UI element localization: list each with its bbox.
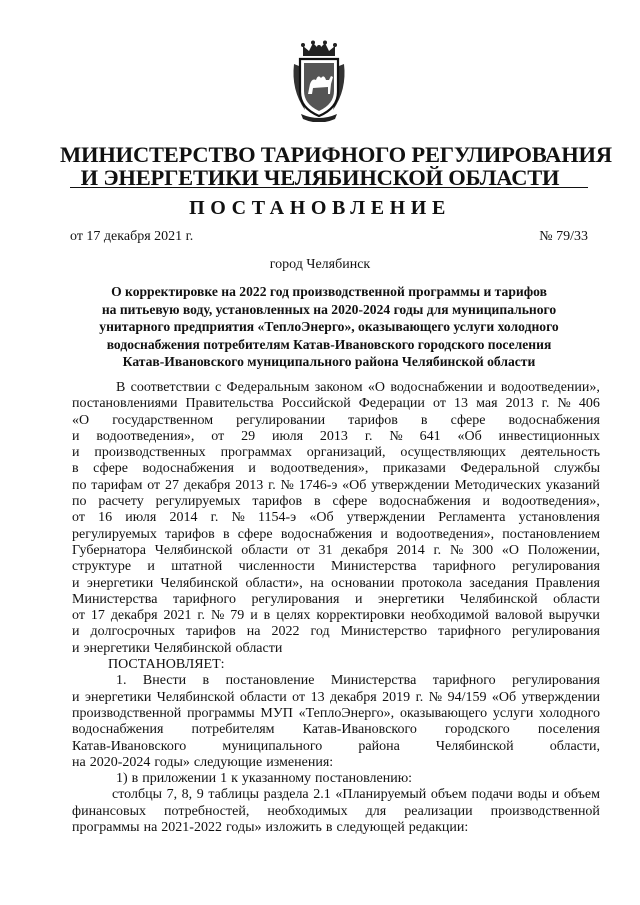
body-word: декабря (330, 689, 377, 705)
body-word: от (296, 542, 310, 558)
body-word: области», (245, 575, 303, 591)
body-word: редакции: (408, 820, 469, 836)
body-word: энергетики (83, 640, 150, 656)
body-word: 16 (98, 510, 113, 526)
body-word: мая (476, 396, 498, 412)
body-word: г. (268, 477, 276, 493)
body-word: 79 (230, 608, 245, 624)
body-word: и (72, 624, 80, 640)
body-word: г. (415, 689, 424, 705)
body-word: в (313, 494, 321, 510)
body-word: энергетики (377, 591, 445, 607)
body-word: г. (210, 510, 219, 526)
body-word: 1) (116, 771, 128, 787)
body-word: г. (433, 542, 442, 558)
body-word: Регламента (438, 510, 506, 526)
body-word: в (72, 461, 79, 477)
body-line (72, 527, 600, 543)
body-line (72, 739, 600, 755)
ministry-name (60, 142, 612, 190)
body-word: ПОСТАНОВЛЯЕТ: (108, 657, 225, 673)
body-word: целях (276, 608, 311, 624)
body-word: регулируемых (72, 526, 157, 542)
body-word: Челябинской (153, 640, 232, 656)
body-word: столбцы (112, 787, 162, 803)
body-word: службы (553, 461, 600, 477)
body-line (72, 804, 600, 820)
body-word: раздела (263, 787, 309, 803)
body-word: г. (364, 428, 373, 444)
body-word: от (72, 608, 85, 624)
body-word: декабря (183, 477, 231, 493)
body-word: 31 (318, 542, 333, 558)
body-word: и (72, 640, 80, 656)
body-word: приложении (142, 771, 217, 787)
body-word: объем (563, 787, 600, 803)
body-word: приказами (382, 461, 446, 477)
body-word: производственной (72, 705, 182, 721)
body-word: тарифного (432, 559, 496, 575)
body-word: 27 (164, 477, 179, 493)
body-word: № (280, 477, 294, 493)
body-word: заседания (469, 575, 529, 591)
body-word: муниципального (222, 738, 323, 754)
body-word: Правительства (185, 396, 274, 412)
body-line (72, 396, 600, 412)
body-word: подачи (471, 787, 513, 803)
body-word: и (482, 494, 491, 510)
body-line (72, 690, 600, 706)
body-word: МУП (260, 705, 293, 721)
body-word: утверждении (346, 510, 426, 526)
body-word: и (551, 787, 560, 803)
title-line: Катав-Ивановского муниципального района Челябинской области (122, 354, 536, 369)
body-word: тарифного (173, 591, 236, 607)
body-word: программах (220, 445, 292, 461)
body-line (72, 787, 600, 803)
body-word: области, (549, 738, 600, 754)
body-word: 406 (578, 396, 600, 412)
body-word: 300 (472, 542, 494, 558)
body-word: потребностей, (164, 803, 250, 819)
body-word: постановлениями (72, 396, 178, 412)
body-word: г. (197, 608, 206, 624)
body-line (72, 755, 600, 771)
body-word: области (235, 640, 283, 656)
body-word: 2013 (235, 477, 264, 493)
body-word: Министерство (340, 624, 428, 640)
body-word: Внести (142, 673, 187, 689)
body-word: регулирования (512, 624, 600, 640)
body-word: в (131, 771, 139, 787)
body-word: регулировании (236, 412, 326, 428)
body-line (72, 559, 600, 575)
body-word: изложить (265, 820, 322, 836)
body-word: «Об (309, 510, 334, 526)
body-word: тарифам (91, 477, 143, 493)
body-word: В (116, 380, 126, 395)
body-word: и (72, 575, 80, 591)
body-word: указанному (241, 771, 312, 787)
document-type: ПОСТАНОВЛЕНИЕ (189, 197, 451, 219)
body-word: 17 (90, 608, 105, 624)
body-word: 7, (166, 787, 178, 803)
body-word: и (380, 526, 388, 542)
body-word: тарифного (438, 624, 501, 640)
body-word: «О (72, 412, 90, 428)
body-word: утверждении (371, 477, 450, 493)
body-word: водоснабжения (379, 494, 471, 510)
body-word: Челябинской (160, 575, 239, 591)
body-word: 2014 (396, 542, 425, 558)
body-line (72, 771, 600, 787)
body-word: водоснабжения (142, 461, 234, 477)
body-word: год (310, 624, 330, 640)
body-line (72, 478, 600, 494)
body-word: 1 (220, 771, 228, 787)
body-word: водоснабжения (280, 526, 373, 542)
body-line (72, 820, 600, 836)
body-word: 2.1 (313, 787, 331, 803)
body-word: структуре (72, 559, 132, 575)
body-word: водоснабжения (72, 722, 164, 738)
body-word: на (143, 820, 158, 836)
body-word: № (231, 510, 245, 526)
body-word: Челябинской (156, 689, 235, 705)
body-word: 2021 (163, 608, 192, 624)
body-word: реализации (404, 803, 473, 819)
body-word: «О (501, 542, 519, 558)
body-word: водоотведения», (270, 461, 369, 477)
body-word: сфере (237, 526, 273, 542)
body-word: организаций, (306, 445, 386, 461)
body-word: водоснабжения (508, 412, 600, 428)
body-line (72, 461, 600, 477)
title-line: на питьевую воду, установленных на 2020-2024 годы для муниципального (101, 301, 557, 317)
body-word: Челябинской (154, 542, 233, 558)
body-word: тарифов (252, 494, 303, 510)
body-word: в (222, 526, 230, 542)
body-word: водоснабжении (390, 380, 483, 395)
body-line (72, 510, 600, 526)
body-word: с (215, 380, 222, 395)
body-word: программы (72, 820, 140, 836)
body-word: декабря (341, 542, 388, 558)
body-word: регулирования (512, 559, 600, 575)
header-divider (70, 187, 588, 188)
body-word: штатной (171, 559, 223, 575)
body-word: законом (314, 380, 363, 395)
body-word: и (72, 689, 80, 705)
body-word: 2013 (505, 396, 534, 412)
body-word: № (557, 396, 571, 412)
document-body (72, 380, 600, 836)
body-word: и (250, 608, 258, 624)
body-word: и (354, 591, 363, 607)
body-word: Методических (454, 477, 542, 493)
body-word: Губернатора (72, 542, 147, 558)
body-word: постановлением (502, 526, 600, 542)
body-word: тарифов (348, 412, 398, 428)
body-word: области (553, 591, 600, 607)
body-word: установления (518, 510, 600, 526)
body-word: выручки (548, 608, 600, 624)
body-word: и (72, 428, 80, 444)
body-word: от (147, 477, 161, 493)
body-word: Федеральным (226, 380, 310, 395)
body-word: от (72, 510, 85, 526)
body-word: постановление (225, 673, 315, 689)
document-date: от 17 декабря 2021 г. (70, 229, 194, 244)
body-word: 2020-2024 (89, 754, 151, 770)
body-word: по (72, 494, 87, 510)
body-word: осуществляющих (400, 445, 507, 461)
body-word: июля (272, 428, 304, 444)
ministry-name-line1: МИНИСТЕРСТВО ТАРИФНОГО РЕГУЛИРОВАНИЯ (60, 142, 612, 167)
body-word: № (389, 428, 403, 444)
body-word: и (147, 559, 155, 575)
body-word: сфере (93, 461, 129, 477)
body-word: № (449, 542, 464, 558)
body-word: «О (367, 380, 386, 395)
body-line (72, 722, 600, 738)
body-line (72, 445, 600, 461)
body-word: сфере (332, 494, 368, 510)
body-word: 94/159 (447, 689, 487, 705)
body-word: долгосрочных (90, 624, 175, 640)
body-word: следующие (193, 754, 263, 770)
title-line: унитарного предприятия «ТеплоЭнерго», оказывающего услуги холодного (99, 319, 559, 334)
body-word: указаний (545, 477, 600, 493)
body-word: сфере (450, 412, 486, 428)
body-word: расчету (98, 494, 144, 510)
body-word: воды (517, 787, 548, 803)
body-word: регулируемых (155, 494, 241, 510)
body-line (72, 413, 600, 429)
body-word: на (310, 575, 324, 591)
body-word: Российской (281, 396, 351, 412)
body-word: и (488, 380, 496, 395)
body-word: следующей (336, 820, 405, 836)
body-line (72, 494, 600, 510)
body-word: регулирования (512, 673, 600, 689)
body-word: необходимой (410, 608, 490, 624)
body-word: к (231, 771, 238, 787)
body-word: постановлению: (315, 771, 413, 787)
body-word: июля (125, 510, 157, 526)
body-word: Катав-Ивановского (72, 738, 187, 754)
body-word: водоотведении», (500, 380, 600, 395)
body-word: в (420, 412, 428, 428)
body-word: производственных (94, 445, 206, 461)
body-word: потребителям (191, 722, 275, 738)
body-word: «Об (457, 428, 482, 444)
body-word: таблицы (208, 787, 260, 803)
body-word: в (263, 608, 271, 624)
body-word: «Об (342, 477, 367, 493)
body-word: тарифов (186, 624, 236, 640)
body-line (72, 706, 600, 722)
body-word: водоотведения», (501, 494, 600, 510)
body-word: валовой (494, 608, 543, 624)
body-word: 2022 (271, 624, 300, 640)
body-word: Челябинской (459, 591, 538, 607)
body-word: по (72, 477, 87, 493)
body-word: поселения (537, 722, 600, 738)
body-word: водоотведения», (396, 526, 495, 542)
body-word: для (365, 803, 387, 819)
body-word: деятельность (520, 445, 600, 461)
body-word: Положении, (527, 542, 600, 558)
body-word: 8, (181, 787, 193, 803)
body-word: 2019 (382, 689, 411, 705)
body-word: и (248, 461, 256, 477)
body-word: энергетики (86, 575, 154, 591)
body-word: необходимых (267, 803, 348, 819)
body-word: № (211, 608, 225, 624)
title-line: О корректировке на 2022 год производственной программы и тарифов (111, 284, 547, 299)
body-word: Челябинской (435, 738, 514, 754)
body-word: 1154-э (258, 510, 297, 526)
body-word: объем (430, 787, 467, 803)
body-word: тарифного (432, 673, 496, 689)
body-word: водоотведения», (96, 428, 195, 444)
body-word: 1746-э (298, 477, 338, 493)
body-word: от (292, 689, 306, 705)
title-line: водоснабжения потребителям Катав-Ивановского городского поселения (106, 336, 552, 352)
body-word: услуги (492, 705, 534, 721)
body-line (72, 429, 600, 445)
document-city: город Челябинск (269, 257, 371, 272)
body-word: регулирования (251, 591, 340, 607)
body-word: «Об (491, 689, 517, 705)
body-word: в (325, 820, 333, 836)
body-word: 2014 (169, 510, 198, 526)
body-line (72, 657, 600, 673)
body-word: Министерства (330, 673, 417, 689)
body-word: утверждении (521, 689, 600, 705)
body-word: инвестиционных (498, 428, 600, 444)
body-word: производственной (490, 803, 600, 819)
document-title (70, 283, 588, 371)
coat-of-arms-icon (291, 40, 347, 122)
body-word: Катав-Ивановского (302, 722, 417, 738)
body-word: корректировки (316, 608, 405, 624)
body-line (72, 624, 600, 640)
body-word: Правления (535, 575, 600, 591)
body-word: тарифов (165, 526, 215, 542)
body-word: 1. (116, 673, 127, 689)
body-word: соответствии (130, 380, 210, 395)
body-word: 641 (419, 428, 441, 444)
body-word: Министерства (331, 559, 417, 575)
body-word: изменения: (266, 754, 334, 770)
body-word: на (72, 754, 86, 770)
document-number: № 79/33 (539, 229, 588, 244)
body-word: основании (331, 575, 395, 591)
body-word: г. (541, 396, 550, 412)
body-word: годы» (154, 754, 190, 770)
body-word: на (246, 624, 261, 640)
body-word: области (239, 689, 287, 705)
body-word: 29 (241, 428, 256, 444)
body-word: оказывающего (399, 705, 488, 721)
body-line (72, 576, 600, 592)
body-word: декабря (110, 608, 158, 624)
body-word: «Планируемый (335, 787, 427, 803)
body-word: государственном (112, 412, 214, 428)
body-word: 2021-2022 (161, 820, 222, 836)
body-word: городского (444, 722, 510, 738)
body-word: 2013 (319, 428, 348, 444)
body-line (72, 673, 600, 689)
body-word: программы (187, 705, 255, 721)
body-line (72, 380, 600, 396)
body-word: 9 (196, 787, 204, 803)
body-word: района (358, 738, 400, 754)
body-word: от (211, 428, 225, 444)
body-line (72, 641, 600, 657)
body-line (72, 592, 600, 608)
body-word: от (433, 396, 446, 412)
body-word: «ТеплоЭнерго», (298, 705, 395, 721)
ministry-name-line2: И ЭНЕРГЕТИКИ ЧЕЛЯБИНСКОЙ ОБЛАСТИ (80, 165, 560, 190)
body-word: в (202, 673, 210, 689)
body-word: Федерации (358, 396, 425, 412)
body-word: холодного (539, 705, 600, 721)
body-word: годы» (225, 820, 262, 836)
body-word: области (241, 542, 289, 558)
body-word: № (428, 689, 443, 705)
body-word: Министерства (72, 591, 158, 607)
body-line (72, 608, 600, 624)
body-word: и (72, 445, 80, 461)
body-word: численности (238, 559, 315, 575)
body-word: финансовых (72, 803, 146, 819)
body-line (72, 543, 600, 559)
body-word: Федеральной (460, 461, 540, 477)
body-word: протокола (401, 575, 462, 591)
body-word: 13 (310, 689, 325, 705)
body-word: энергетики (84, 689, 152, 705)
body-word: 13 (454, 396, 469, 412)
